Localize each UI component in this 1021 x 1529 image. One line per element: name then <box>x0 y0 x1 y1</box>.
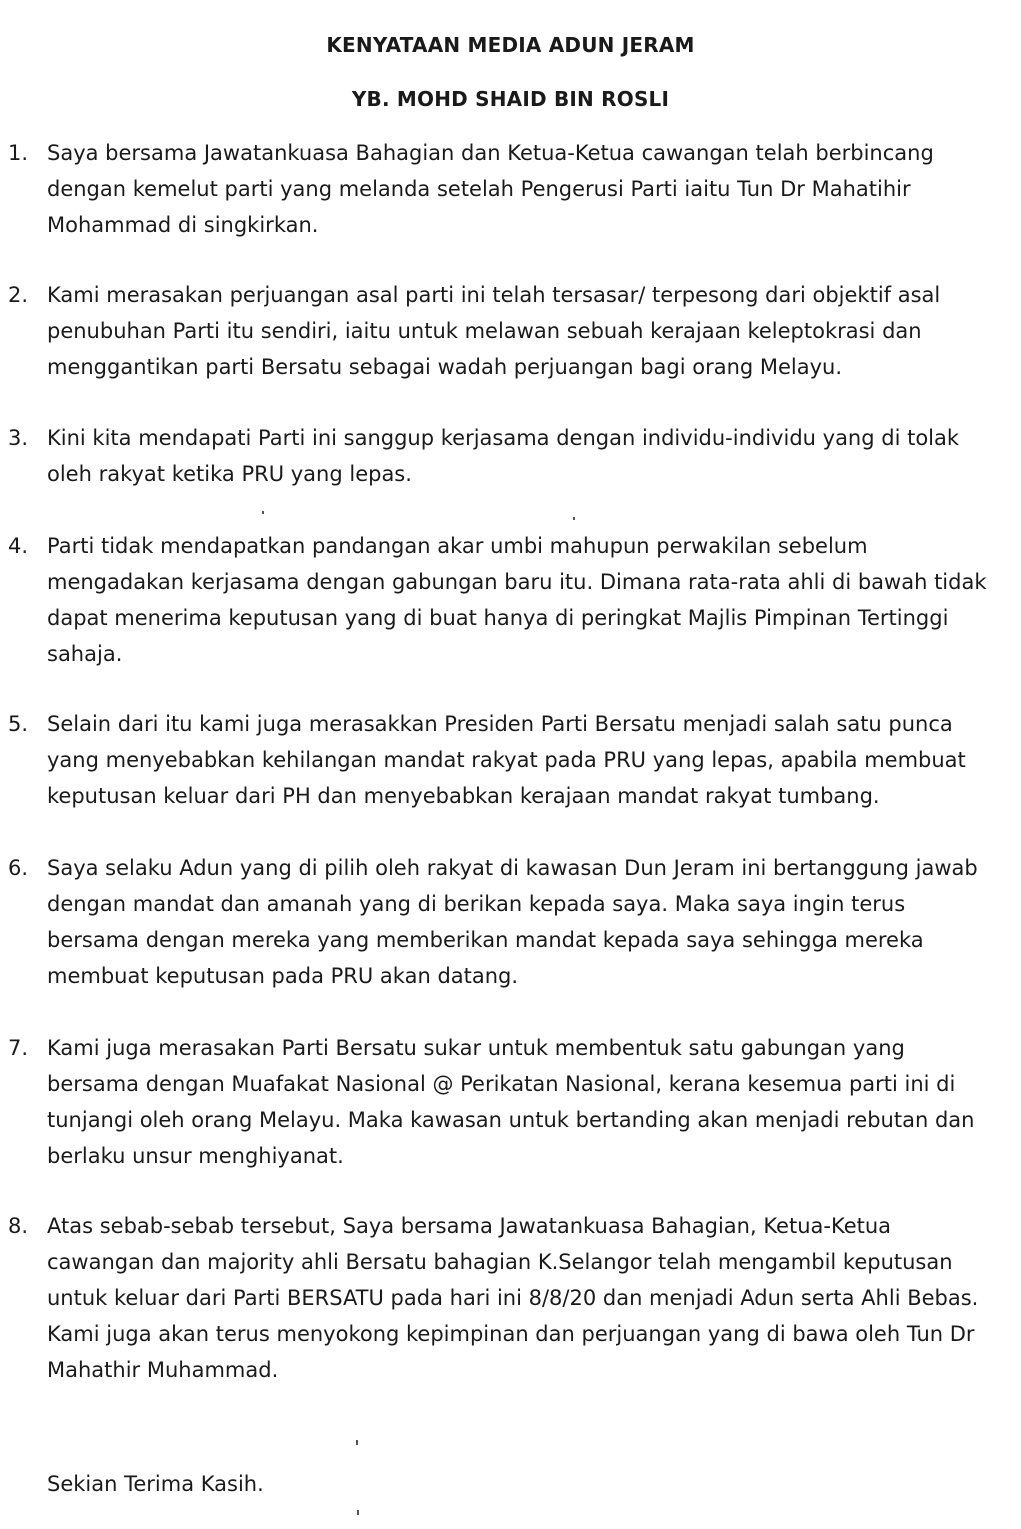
item-text <box>47 135 1012 243</box>
scan-speck <box>357 1510 359 1515</box>
scan-speck <box>573 517 575 520</box>
item-number: 3. <box>8 426 29 450</box>
item-text <box>47 1030 1012 1174</box>
item-line: dengan mandat dan amanah yang di berikan kepada saya. Maka saya ingin terus <box>47 892 906 916</box>
item-line: Kami juga akan terus menyokong kepimpinan dan perjuangan yang di bawa oleh Tun Dr <box>47 1322 975 1346</box>
item-line: Parti tidak mendapatkan pandangan akar umbi mahupun perwakilan sebelum <box>47 534 868 558</box>
item-line: oleh rakyat ketika PRU yang lepas. <box>47 462 412 486</box>
item-number: 6. <box>8 856 29 880</box>
item-number: 1. <box>8 141 29 165</box>
item-number: 5. <box>8 712 29 736</box>
item-line: tunjangi oleh orang Melayu. Maka kawasan untuk bertanding akan menjadi rebutan dan <box>47 1108 975 1132</box>
item-line: menggantikan parti Bersatu sebagai wadah perjuangan bagi orang Melayu. <box>47 355 843 379</box>
item-line: mengadakan kerjasama dengan gabungan baru itu. Dimana rata-rata ahli di bawah tidak <box>47 570 987 594</box>
scan-speck <box>356 1440 358 1445</box>
item-line: sahaja. <box>47 642 123 666</box>
item-line: berlaku unsur menghiyanat. <box>47 1144 344 1168</box>
item-line: keputusan keluar dari PH dan menyebabkan kerajaan mandat rakyat tumbang. <box>47 784 880 808</box>
item-line: bersama dengan mereka yang memberikan mandat kepada saya sehingga mereka <box>47 928 924 952</box>
item-line: Atas sebab-sebab tersebut, Saya bersama Jawatankuasa Bahagian, Ketua-Ketua <box>47 1214 892 1238</box>
item-line: Kami juga merasakan Parti Bersatu sukar untuk membentuk satu gabungan yang <box>47 1036 905 1060</box>
closing-line: Sekian Terima Kasih. <box>47 1472 264 1496</box>
item-number: 2. <box>8 283 29 307</box>
document-title: KENYATAAN MEDIA ADUN JERAM <box>326 33 695 57</box>
item-line: Kini kita mendapati Parti ini sanggup kerjasama dengan individu-individu yang di tolak <box>47 426 960 450</box>
scan-speck <box>262 511 264 514</box>
item-text <box>47 1208 1012 1388</box>
item-line: bersama dengan Muafakat Nasional @ Perikatan Nasional, kerana kesemua parti ini di <box>47 1072 956 1096</box>
item-line: Saya bersama Jawatankuasa Bahagian dan Ketua-Ketua cawangan telah berbincang <box>47 141 934 165</box>
item-line: penubuhan Parti itu sendiri, iaitu untuk melawan sebuah kerajaan keleptokrasi dan <box>47 319 922 343</box>
item-number: 4. <box>8 534 29 558</box>
item-text <box>47 528 1012 672</box>
item-line: untuk keluar dari Parti BERSATU pada hari ini 8/8/20 dan menjadi Adun serta Ahli Bebas. <box>47 1286 979 1310</box>
item-line: yang menyebabkan kehilangan mandat rakyat pada PRU yang lepas, apabila membuat <box>47 748 966 772</box>
item-line: Kami merasakan perjuangan asal parti ini telah tersasar/ terpesong dari objektif asal <box>47 283 941 307</box>
item-number: 8. <box>8 1214 29 1238</box>
item-text <box>47 277 1012 385</box>
document-subtitle: YB. MOHD SHAID BIN ROSLI <box>351 87 670 111</box>
item-line: Selain dari itu kami juga merasakkan Presiden Parti Bersatu menjadi salah satu punca <box>47 712 953 736</box>
item-text <box>47 706 1012 814</box>
item-line: dapat menerima keputusan yang di buat hanya di peringkat Majlis Pimpinan Tertinggi <box>47 606 949 630</box>
item-text <box>47 850 1012 994</box>
item-line: membuat keputusan pada PRU akan datang. <box>47 964 519 988</box>
item-number: 7. <box>8 1036 29 1060</box>
item-line: Saya selaku Adun yang di pilih oleh rakyat di kawasan Dun Jeram ini bertanggung jawab <box>47 856 978 880</box>
item-line: cawangan dan majority ahli Bersatu bahagian K.Selangor telah mengambil keputusan <box>47 1250 953 1274</box>
item-line: Mohammad di singkirkan. <box>47 213 319 237</box>
item-line: Mahathir Muhammad. <box>47 1358 279 1382</box>
item-line: dengan kemelut parti yang melanda setelah Pengerusi Parti iaitu Tun Dr Mahatihir <box>47 177 911 201</box>
item-text <box>47 420 1012 492</box>
